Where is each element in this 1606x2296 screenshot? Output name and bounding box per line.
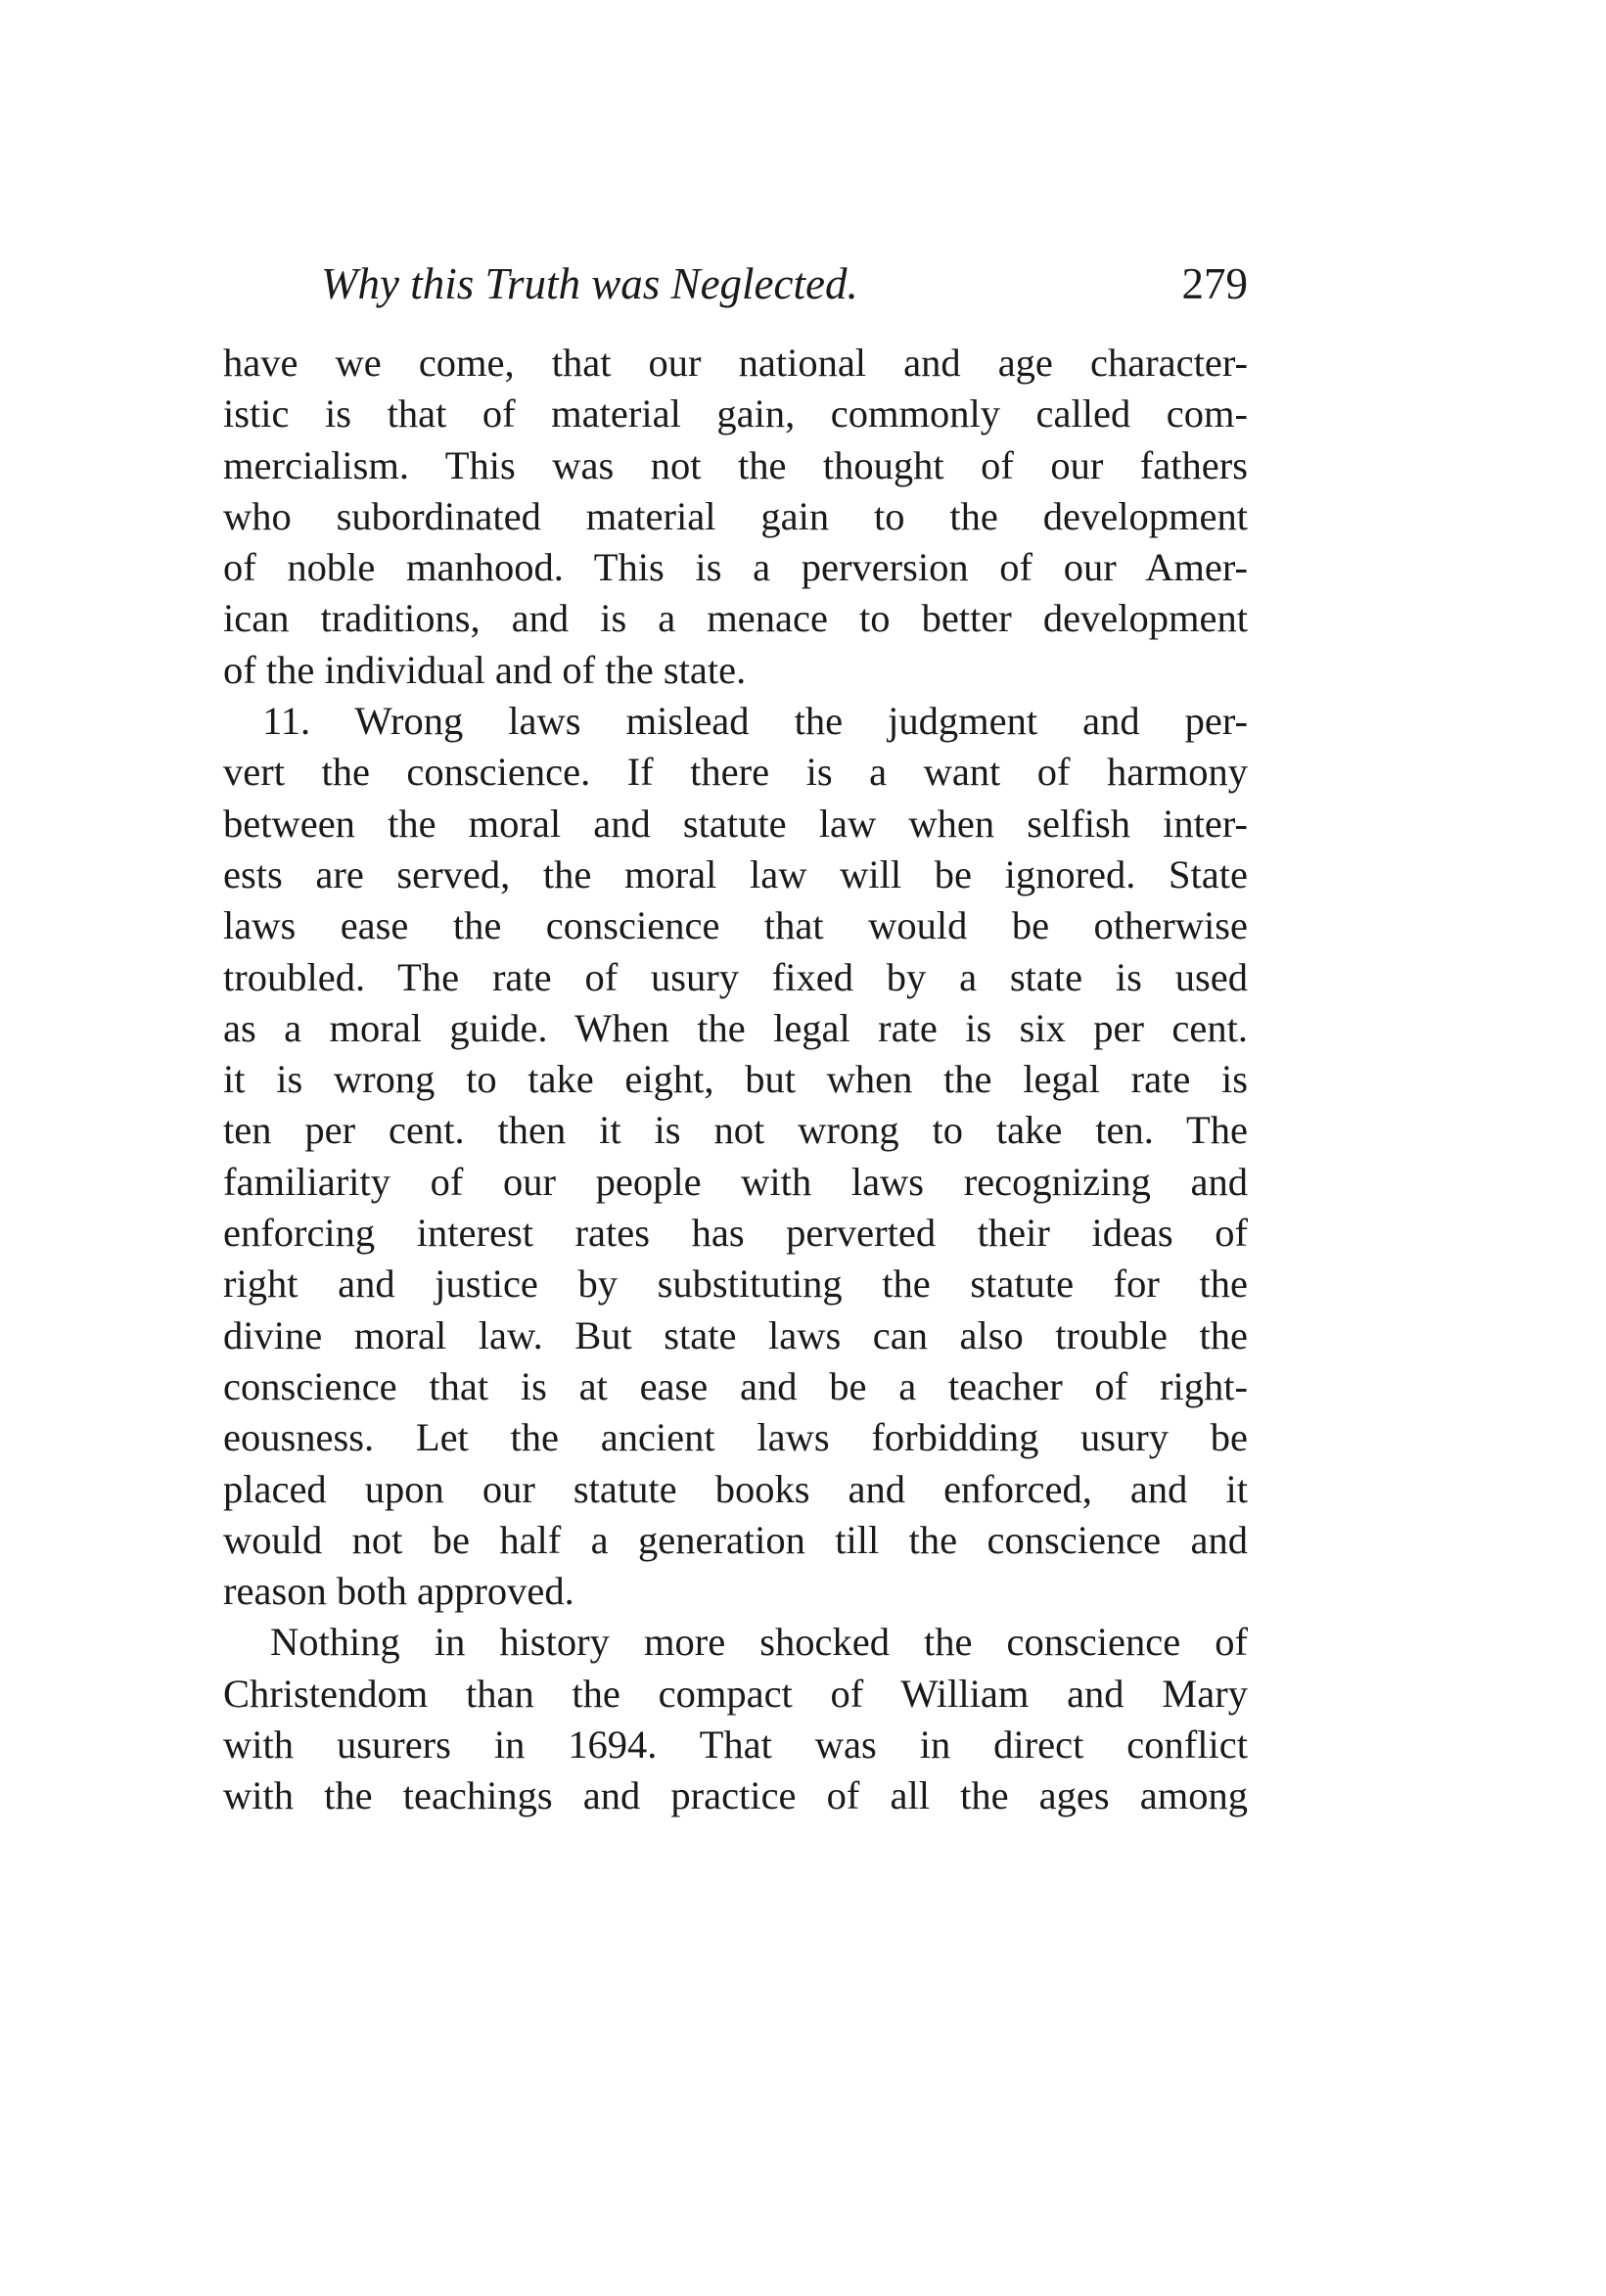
paragraph-1 xyxy=(223,338,1248,696)
text-line: eousness. Let the ancient laws forbidding usury be xyxy=(223,1415,1248,1460)
text-line: with usurers in 1694. That was in direct conflict xyxy=(223,1722,1248,1768)
text-line: have we come, that our national and age character- xyxy=(223,341,1248,385)
text-line: laws ease the conscience that would be otherwise xyxy=(223,903,1248,948)
paragraph-3 xyxy=(223,1617,1248,1821)
text-line: who subordinated material gain to the development xyxy=(223,493,1248,538)
text-line: reason both approved. xyxy=(223,1569,574,1614)
text-line: as a moral guide. When the legal rate is six per cent. xyxy=(223,1005,1248,1050)
text-line: placed upon our statute books and enforced, and it xyxy=(223,1466,1248,1511)
body-text xyxy=(223,338,1248,1822)
text-line: of the individual and of the state. xyxy=(223,647,747,692)
text-line: ests are served, the moral law will be ignored. State xyxy=(223,851,1248,896)
text-line: of noble manhood. This is a perversion of our Amer- xyxy=(223,545,1248,590)
text-line: troubled. The rate of usury fixed by a state is used xyxy=(223,954,1248,999)
text-line: ican traditions, and is a menace to better development xyxy=(223,596,1248,641)
text-line: would not be half a generation till the conscience and xyxy=(223,1517,1248,1562)
text-line: Nothing in history more shocked the conscience of xyxy=(270,1620,1248,1665)
text-line: Christendom than the compact of William and Mary xyxy=(223,1671,1248,1716)
running-title: Why this Truth was Neglected. xyxy=(321,259,858,308)
text-line: it is wrong to take eight, but when the legal rate is xyxy=(223,1057,1248,1102)
page-number: 279 xyxy=(1181,259,1248,308)
running-head xyxy=(223,253,1248,315)
text-line: ten per cent. then it is not wrong to take ten. The xyxy=(223,1108,1248,1153)
paragraph-2 xyxy=(223,696,1248,1617)
text-line: conscience that is at ease and be a teacher of right- xyxy=(223,1363,1248,1408)
text-line: divine moral law. But state laws can also trouble the xyxy=(223,1312,1248,1357)
text-line: between the moral and statute law when selfish inter- xyxy=(223,801,1248,846)
text-line: with the teachings and practice of all the ages among xyxy=(223,1773,1248,1818)
text-line: familiarity of our people with laws recognizing and xyxy=(223,1159,1248,1204)
text-line: 11. Wrong laws mislead the judgment and per- xyxy=(262,699,1248,744)
text-line: vert the conscience. If there is a want of harmony xyxy=(223,750,1248,795)
text-line: istic is that of material gain, commonly called com- xyxy=(223,391,1248,436)
text-line: enforcing interest rates has perverted their ideas of xyxy=(223,1211,1248,1256)
text-line: right and justice by substituting the statute for the xyxy=(223,1262,1248,1307)
text-line: mercialism. This was not the thought of our fathers xyxy=(223,442,1248,487)
